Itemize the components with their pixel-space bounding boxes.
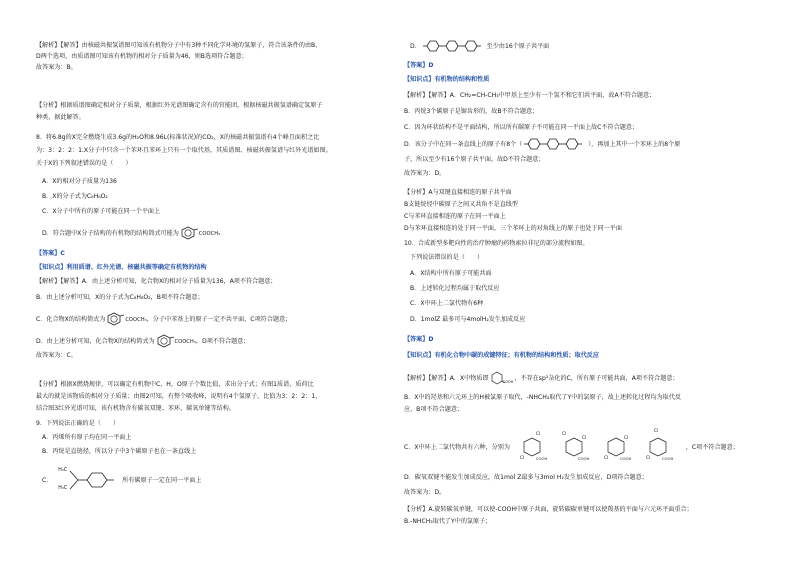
analysis-answer-prev-cont: D两个选项，由质谱图可知该有机物的相对分子质量为46，则B选项符合题意；: [36, 53, 248, 60]
question-8-conclusion: 故答案为：C。: [36, 352, 77, 359]
question-8-answer: 【答案】C: [36, 250, 65, 257]
question-9-option-c: C． H₃C H₃C 所有碳原子一定在同一平面上: [42, 466, 201, 494]
question-9-stem: 9．下列说法正确的是（ ）: [36, 420, 120, 427]
question-9-analysis-c: C与苯环直接相连的原子在同一平面上: [404, 213, 506, 220]
question-8-analysis-cont: 最大的就是该物质的相对分子质量；由图2可知，有整个吸收峰，说明有4个氢原子，比值为3：2：2：1，: [36, 393, 322, 400]
question-9-analysis-a: 【分析】A与双键直接相连的原子共平面: [404, 189, 512, 196]
question-10-option-b: B．上述转化过程均属于取代反应: [410, 285, 500, 292]
question-8-analysis-cont-2: 结合图3红外光谱可知，该有机物含有碳氧双键、苯环、碳氧单键等结构。: [36, 405, 235, 412]
question-9-solution-d: D．该分子中在同一条直线上的原子有8个（ ），再加上其中一个苯环上的8个原: [404, 138, 680, 152]
question-10-solution-c: C．X中环上二氯代物共有六种，分别为 Cl Cl COOH Cl Cl COOH Cl Cl COOH Cl Cl COOH ，C项不符合题意；: [404, 430, 739, 464]
question-10-option-d: D．1molZ 最多可与4molH₂发生加成反应: [410, 316, 526, 323]
question-10-analysis-a: 【分析】A.旋转碳氧单键，可以使-COOH中原子共面，旋转碳碳单键可以使羧基的平面与六元环平面重合；: [404, 506, 693, 513]
analysis-answer-prev: 【解析】【解答】由核磁共振氢谱图可知该有机物分子中有3种不同化学环境的氢原子，符合该条件的由B、: [36, 42, 322, 49]
terphenyl-structure-2: [524, 138, 586, 150]
question-8-prompt: 关于X的下列叙述错误的是（ ）: [36, 160, 132, 167]
question-9-analysis-d: D与苯环直接相连的处于同一平面，三个苯环上的对角线上的原子也处于同一平面: [404, 225, 622, 232]
question-10-solution-a: 【解析】【解答】A．X中物质即 COOH ，不存在sp³杂化的C，所有原子可能共面，A项不符合题意；: [404, 370, 679, 386]
question-10-analysis-b: B.-NHCH₃取代了Y中的氯原子；: [404, 518, 492, 525]
question-10-knowledge-point: 【知识点】有机化合物中碳的成键特征；有机物的结构和性质；取代反应: [404, 352, 599, 359]
dimethyl-cyclohexane-structure: H₃C H₃C: [54, 466, 120, 494]
question-8-knowledge-point: 【知识点】利用质谱、红外光谱、核磁共振等确定有机物的结构: [36, 264, 207, 271]
question-10-answer: 【答案】D: [404, 336, 434, 343]
question-8-analysis: 【分析】根据X燃烧规律，可以确定有机物中C，H，O原子个数比值，求出分子式；有图1质谱，质荷比: [36, 381, 314, 388]
question-9-solution-a: 【解析】【解答】A．CH₂=CH-CH₃中甲基上至少有一个氢不和它们共平面，故A不符合题意；: [404, 92, 656, 99]
question-10-solution-d: D．碳氧双键不能发生加成反应，故1mol Z最多与3mol H₂发生加成反应，D项符合题意；: [404, 474, 648, 481]
pyridine-acid-structure: COOH: [490, 370, 512, 386]
question-10-solution-b-cont: 应，B项不符合题意；: [404, 406, 464, 413]
question-8-solution-a: 【解析】【解答】A．由上述分析可知，化合物X的相对分子质量为136，A项不符合题意；: [36, 278, 277, 285]
question-9-option-b: B．丙烷是直链烃，所以分子中3个碳原子也在一条直线上: [42, 448, 197, 455]
question-8-option-c: C．X分子中所有的原子可能在同一个平面上: [42, 208, 161, 215]
analysis-note-prev: 【分析】根据质谱图确定相对分子质量，根据红外光谱图确定含有的官能团，根据核磁共振氢谱确定氢原子: [36, 102, 323, 109]
question-8-stem: 8．将6.8g的X完全燃烧生成3.6g的H₂O和8.96L(标准状况)的CO₂，X的核磁共振氢谱有4个峰且面积之比: [36, 134, 320, 141]
question-10-solution-b: B．X中的羟基和六元环上的H被氯原子取代，-NHCH₃取代了Y中的氯原子，故上述转化过程均为取代反: [404, 394, 681, 401]
question-8-solution-d: D．由上述分析可知，化合物X的结构简式为 COOCH₃，D项不符合题意；: [36, 334, 249, 348]
question-8-option-d: D．符合题中X分子结构的有机物的结构简式可能为 COOCH₃: [42, 226, 220, 242]
question-10-option-c: C．X中环上二氯代物有6种: [410, 300, 484, 307]
dichloro-isomers-structures: Cl Cl COOH Cl Cl COOH Cl Cl COOH Cl Cl COOH: [519, 429, 674, 461]
terphenyl-structure: [423, 40, 485, 52]
answer-conclusion-prev: 故答案为：B。: [36, 64, 77, 71]
question-9-option-a: A．丙烯所有原子均在同一平面上: [42, 434, 132, 441]
question-9-answer: 【答案】D: [404, 62, 434, 69]
question-8-option-a: A．X的相对分子质量为136: [42, 178, 117, 185]
question-8-solution-b: B．由上述分析可知，X的分子式为C₈H₈O₂，B项不符合题意；: [36, 294, 204, 301]
question-9-knowledge-point: 【知识点】有机物的结构和性质: [404, 76, 490, 83]
question-10-option-a: A．X结构中所有原子可能共面: [410, 270, 492, 277]
question-10-conclusion: 故答案为：D。: [404, 489, 446, 496]
question-9-solution-b: B．丙烷3个碳原子是锯齿形的，故B不符合题意；: [404, 108, 539, 115]
analysis-note-prev-cont: 种类，据此解答。: [36, 114, 85, 121]
question-9-conclusion: 故答案为：D。: [404, 170, 446, 177]
question-10-stem: 10．合成新型多靶向性的治疗肿瘤的药物索拉非尼的部分流程如图。: [404, 240, 589, 247]
question-8-solution-c: C．化合物X的结构简式为 COOCH₃，分子中苯基上的原子一定不共平面，C项符合题意；: [36, 312, 291, 326]
question-9-analysis-b: B支链烷烃中碳原子之间又共角不是直线型: [404, 201, 518, 208]
question-10-prompt: 下列说法错误的是（ ）: [410, 254, 484, 261]
question-9-solution-c: C．因为环状结构不是平面结构，所以所有碳原子不可能在同一平面上故C不符合题意；: [404, 124, 638, 131]
question-9-solution-d-cont: 子，所以至少有16个原子共平面，故D不符合题意；: [404, 156, 545, 163]
question-9-option-d: D． 至少由16个原子共平面: [410, 40, 549, 54]
question-8-stem-cont: 为：3：2：2：1.X分子中只含一个苯环且苯环上只有一个取代基，其质谱图、核磁共振氢谱与红外光谱如图。: [36, 147, 332, 154]
question-8-option-b: B．X的分子式为C₈H₈O₂: [42, 193, 108, 200]
